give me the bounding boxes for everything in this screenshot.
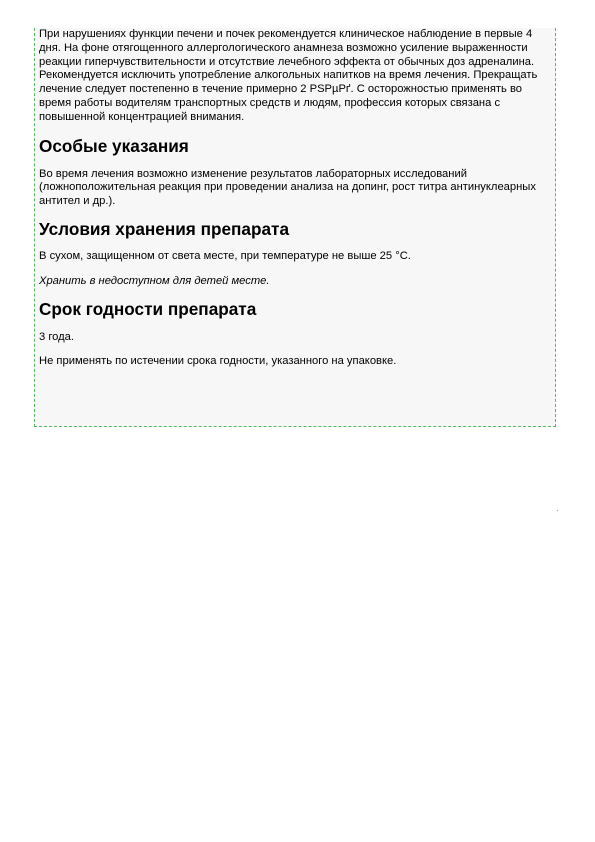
storage-children-note: Хранить в недоступном для детей месте. bbox=[39, 274, 270, 287]
storage-conditions-paragraph: В сухом, защищенном от света месте, при температуре не выше 25 °C. bbox=[39, 249, 411, 262]
special-instructions-heading: Особые указания bbox=[39, 135, 189, 156]
document-content-box bbox=[34, 28, 556, 427]
page-dot-mark bbox=[557, 510, 558, 511]
storage-conditions-heading: Условия хранения препарата bbox=[39, 218, 290, 239]
shelf-life-heading: Срок годности препарата bbox=[39, 298, 257, 319]
shelf-life-paragraph: 3 года. bbox=[39, 330, 74, 343]
special-instructions-paragraph: Во время лечения возможно изменение результатов лабораторных исследований (ложноположительная реакция при проведении анализа на допинг, рост титра антинуклеарных антител и др.). bbox=[39, 167, 536, 208]
intro-paragraph: При нарушениях функции печени и почек рекомендуется клиническое наблюдение в первые 4 дня. На фоне отягощенного аллергологического анамнеза возможно усиление выраженности реакции гиперчувствительности и отсутствие лечебного эффекта от обычных доз адреналина. Рекомендуется исключить употребление алкогольных напитков на время лечения. Прекращать лечение следует постепенно в течение примерно 2 PSPµPґ. С осторожностью применять во время работы водителям транспортных средств и людям, профессия которых связана с повышенной концентрацией внимания. bbox=[39, 28, 538, 123]
shelf-life-expiry-note: Не применять по истечении срока годности, указанного на упаковке. bbox=[39, 355, 397, 368]
